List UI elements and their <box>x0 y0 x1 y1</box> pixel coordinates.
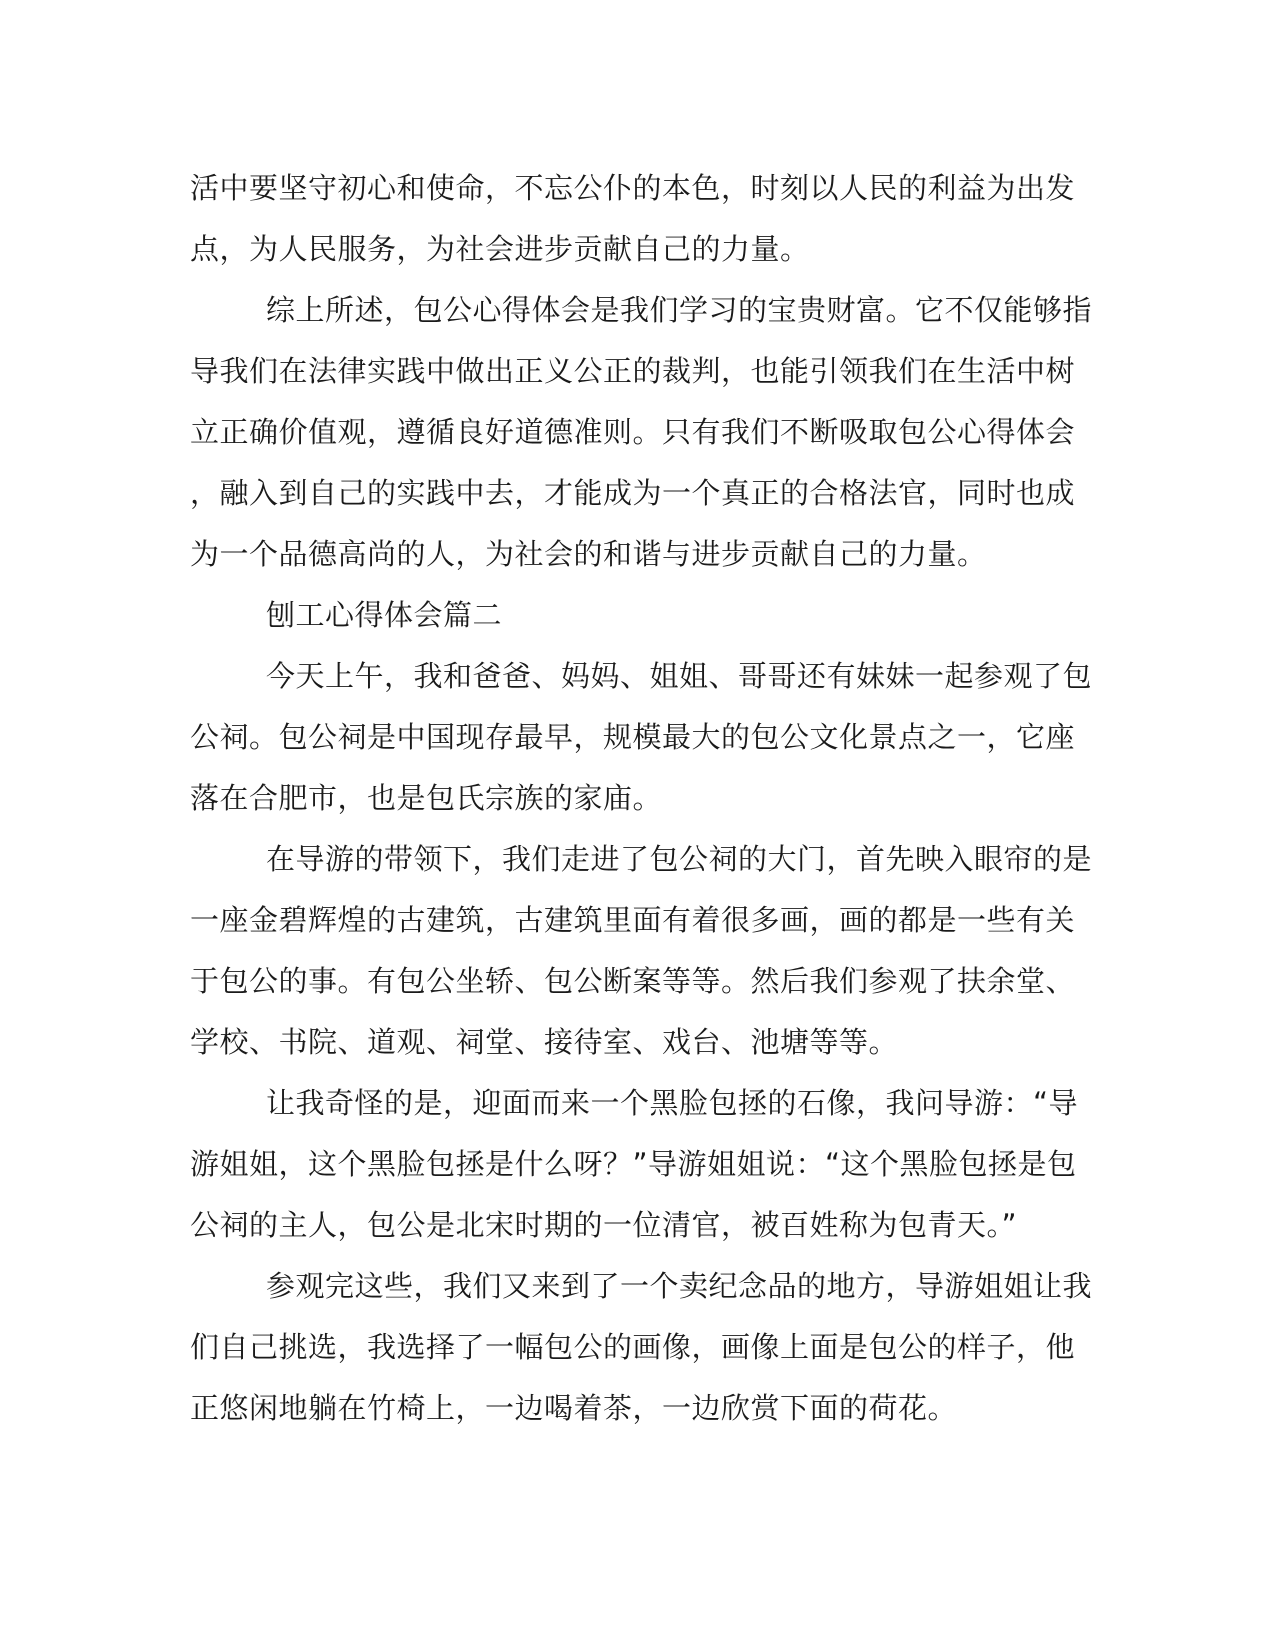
text-line: 为一个品德高尚的人，为社会的和谐与进步贡献自己的力量。 <box>190 537 987 571</box>
text-line: 点，为人民服务，为社会进步贡献自己的力量。 <box>190 232 810 266</box>
paragraph-p4 <box>190 829 1093 1073</box>
body-text <box>190 158 1093 1439</box>
text-line: 综上所述，包公心得体会是我们学习的宝贵财富。它不仅能够指 <box>266 293 1093 327</box>
text-line: 学校、书院、道观、祠堂、接待室、戏台、池塘等等。 <box>190 1025 899 1059</box>
paragraph-p6 <box>190 1256 1093 1439</box>
text-line: 正悠闲地躺在竹椅上，一边喝着茶，一边欣赏下面的荷花。 <box>190 1391 958 1425</box>
text-line: 一座金碧辉煌的古建筑，古建筑里面有着很多画，画的都是一些有关 <box>190 903 1076 937</box>
text-line: 公祠。包公祠是中国现存最早，规模最大的包公文化景点之一，它座 <box>190 720 1076 754</box>
paragraph-p5 <box>190 1073 1090 1256</box>
text-line: 在导游的带领下，我们走进了包公祠的大门，首先映入眼帘的是 <box>266 842 1093 876</box>
text-line: ，融入到自己的实践中去，才能成为一个真正的合格法官，同时也成 <box>190 476 1076 510</box>
text-line: 于包公的事。有包公坐轿、包公断案等等。然后我们参观了扶余堂、 <box>190 964 1076 998</box>
text-line: 活中要坚守初心和使命，不忘公仆的本色，时刻以人民的利益为出发 <box>190 171 1076 205</box>
text-line: 今天上午，我和爸爸、妈妈、姐姐、哥哥还有妹妹一起参观了包 <box>266 659 1093 693</box>
section-heading <box>190 585 1090 646</box>
text-line: 让我奇怪的是，迎面而来一个黑脸包拯的石像，我问导游：“导 <box>266 1086 1079 1120</box>
text-line: 参观完这些，我们又来到了一个卖纪念品的地方，导游姐姐让我 <box>266 1269 1093 1303</box>
text-line: 落在合肥市，也是包氏宗族的家庙。 <box>190 781 663 815</box>
text-line: 导我们在法律实践中做出正义公正的裁判，也能引领我们在生活中树 <box>190 354 1076 388</box>
text-line: 们自己挑选，我选择了一幅包公的画像，画像上面是包公的样子，他 <box>190 1330 1076 1364</box>
paragraph-p2 <box>190 280 1093 585</box>
text-line: 公祠的主人，包公是北宋时期的一位清官，被百姓称为包青天。” <box>190 1208 1018 1242</box>
paragraph-p3 <box>190 646 1093 829</box>
section-title: 刨工心得体会篇二 <box>266 598 503 632</box>
paragraph-p1 <box>190 158 1090 280</box>
text-line: 立正确价值观，遵循良好道德准则。只有我们不断吸取包公心得体会 <box>190 415 1076 449</box>
text-line: 游姐姐，这个黑脸包拯是什么呀？”导游姐姐说：“这个黑脸包拯是包 <box>190 1147 1077 1181</box>
